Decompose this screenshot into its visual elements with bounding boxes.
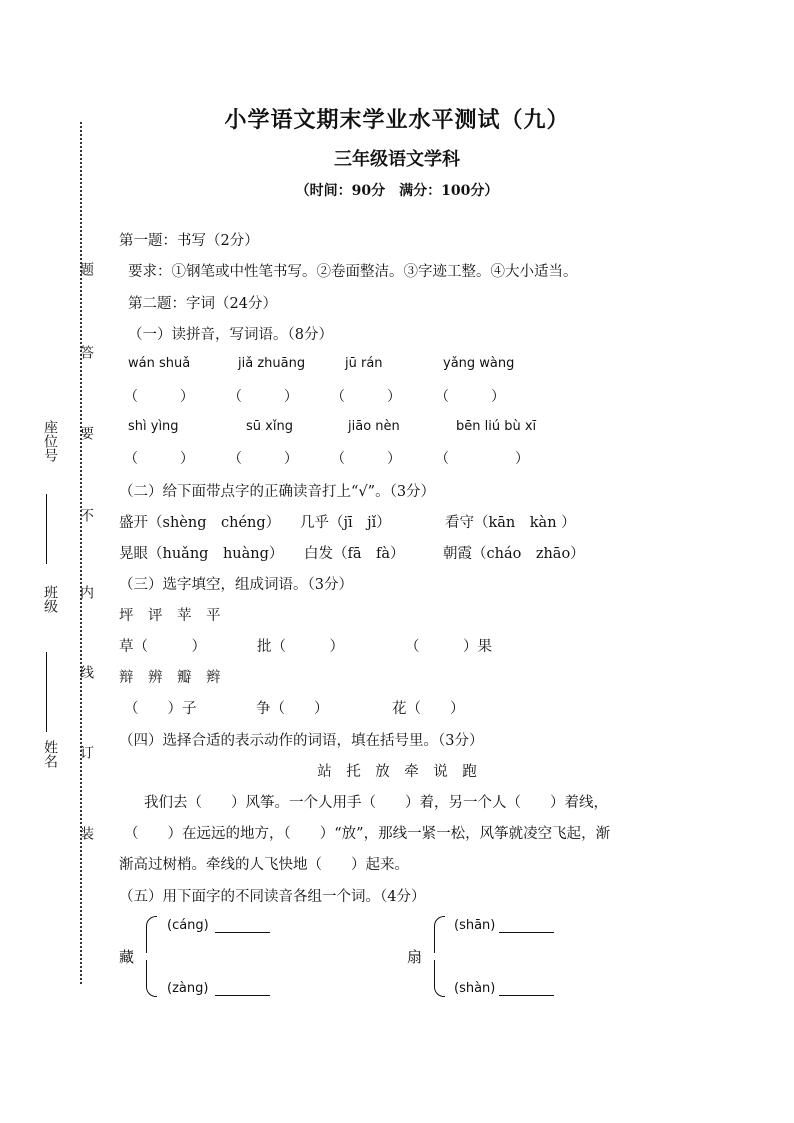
- reading-choice-2[interactable]: 几乎（jī jǐ）: [300, 515, 391, 531]
- brace-top-2: [434, 916, 445, 953]
- brace-top-1: [146, 916, 157, 953]
- answer-blank-5[interactable]: （ ）: [124, 451, 194, 467]
- reading-1a: (cáng): [167, 918, 209, 933]
- seat-class-underline: [46, 494, 47, 564]
- pinyin-8: bēn liú bù xī: [456, 419, 537, 434]
- reading-1b: (zàng): [167, 981, 209, 996]
- passage-line-3[interactable]: 渐高过树梢。牵线的人飞快地（ ）起来。: [119, 857, 409, 873]
- class-name-underline: [46, 652, 47, 732]
- answer-blank-6[interactable]: （ ）: [228, 451, 298, 467]
- polyphone-char-1: 藏: [119, 948, 135, 966]
- reading-choice-6[interactable]: 朝霞（cháo zhāo）: [443, 546, 585, 562]
- word-blank-1a[interactable]: [215, 918, 270, 933]
- fill-blank-1[interactable]: 草（ ）: [119, 639, 206, 655]
- q2-s2-heading: （二）给下面带点字的正确读音打上“√”。（3分）: [119, 484, 436, 500]
- reading-choice-5[interactable]: 白发（fā fà）: [304, 546, 405, 562]
- pinyin-5: shì yìng: [128, 419, 179, 434]
- word-blank-2b[interactable]: [499, 981, 554, 996]
- seal-char-5: 内: [78, 585, 94, 599]
- word-blank-2a[interactable]: [499, 918, 554, 933]
- fill-blank-3[interactable]: （ ）果: [405, 639, 492, 655]
- binding-line: [80, 122, 82, 984]
- seal-char-8: 装: [78, 826, 94, 840]
- brace-bottom-2: [434, 960, 445, 997]
- word-blank-1b[interactable]: [215, 981, 270, 996]
- char-options-1: 坪 评 苹 平: [119, 608, 221, 624]
- page-subtitle: 三年级语文学科: [334, 149, 460, 170]
- action-word-options: 站 托 放 牵 说 跑: [317, 764, 477, 780]
- pinyin-7: jiāo nèn: [348, 419, 400, 434]
- answer-blank-4[interactable]: （ ）: [435, 389, 505, 405]
- passage-line-2[interactable]: （ ）在远远的地方，（ ）“放”，那线一紧一松，风筝就凌空飞起，渐: [124, 826, 611, 842]
- pinyin-6: sū xǐng: [246, 419, 293, 434]
- answer-blank-1[interactable]: （ ）: [124, 389, 194, 405]
- pinyin-1: wán shuǎ: [128, 356, 191, 371]
- q2-s3-heading: （三）选字填空，组成词语。（3分）: [119, 577, 353, 593]
- answer-blank-2[interactable]: （ ）: [228, 389, 298, 405]
- fill-blank-5[interactable]: 争（ ）: [256, 701, 329, 717]
- seat-number-label: 座位号: [42, 420, 58, 462]
- seal-char-7: 订: [78, 745, 94, 759]
- answer-blank-7[interactable]: （ ）: [331, 451, 401, 467]
- answer-blank-8[interactable]: （ ）: [435, 451, 529, 467]
- q2-s1-heading: （一）读拼音，写词语。（8分）: [128, 327, 333, 343]
- q2-s5-heading: （五）用下面字的不同读音各组一个词。（4分）: [119, 889, 426, 905]
- reading-choice-1[interactable]: 盛开（shèng chéng）: [119, 515, 281, 531]
- passage-line-1[interactable]: 我们去（ ）风筝。一个人用手（ ）着，另一个人（ ）着线，: [144, 795, 608, 811]
- seal-char-1: 题: [78, 262, 94, 276]
- seal-char-6: 线: [78, 665, 94, 679]
- polyphone-char-2: 扇: [407, 948, 423, 966]
- pinyin-2: jiǎ zhuāng: [238, 356, 306, 371]
- seal-char-2: 答: [78, 345, 94, 359]
- seal-char-4: 不: [78, 508, 94, 522]
- pinyin-3: jū rán: [345, 356, 383, 371]
- fill-blank-6[interactable]: 花（ ）: [392, 701, 465, 717]
- brace-bottom-1: [146, 960, 157, 997]
- answer-blank-3[interactable]: （ ）: [331, 389, 401, 405]
- reading-choice-3[interactable]: 看守（kān kàn ）: [445, 515, 576, 531]
- pinyin-4: yǎng wàng: [443, 356, 515, 371]
- reading-2b: (shàn): [454, 981, 496, 996]
- seal-char-3: 要: [78, 426, 94, 440]
- reading-2a: (shān): [454, 918, 496, 933]
- q2-s4-heading: （四）选择合适的表示动作的词语，填在括号里。（3分）: [119, 733, 484, 749]
- fill-blank-2[interactable]: 批（ ）: [257, 639, 344, 655]
- fill-blank-4[interactable]: （ ）子: [124, 701, 197, 717]
- exam-meta: （时间：90分 满分：100分）: [295, 183, 499, 199]
- page-title: 小学语文期末学业水平测试（九）: [224, 107, 570, 133]
- class-label: 班级: [42, 585, 58, 613]
- q1-heading: 第一题：书写（2分）: [119, 233, 259, 249]
- q1-requirement: 要求：①钢笔或中性笔书写。②卷面整洁。③字迹工整。④大小适当。: [128, 264, 578, 280]
- reading-choice-4[interactable]: 晃眼（huǎng huàng）: [119, 546, 284, 562]
- q2-heading: 第二题：字词（24分）: [128, 296, 277, 312]
- char-options-2: 辩 辨 瓣 辫: [119, 670, 221, 686]
- name-label: 姓名: [42, 740, 58, 768]
